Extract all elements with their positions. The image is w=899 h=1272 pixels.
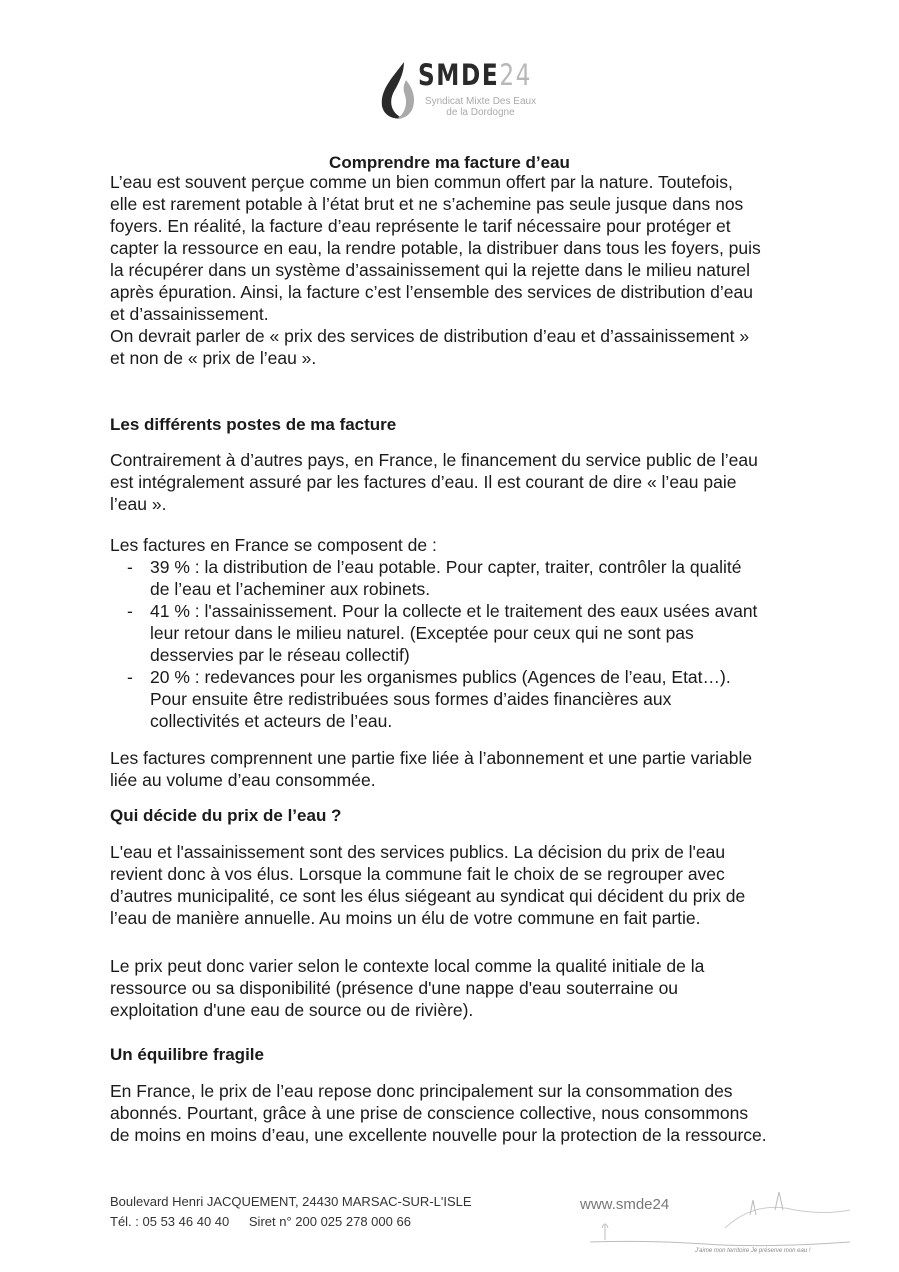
footer-contact [110, 1214, 411, 1229]
text-line: Le prix peut donc varier selon le contexte local comme la qualité initiale de la [110, 956, 705, 976]
paragraph [110, 841, 745, 929]
text-line: leur retour dans le milieu naturel. (Exceptée pour ceux qui ne sont pas [150, 623, 694, 643]
paragraph [110, 449, 758, 515]
list-item [110, 600, 757, 666]
text-line: d’autres municipalité, ce sont les élus siégeant au syndicat qui décident du prix de [110, 886, 746, 906]
paragraph [110, 171, 761, 369]
text-line: abonnés. Pourtant, grâce à une prise de conscience collective, nous consommons [110, 1103, 749, 1123]
text-line: revient donc à vos élus. Lorsque la commune fait le choix de se regrouper avec [110, 864, 725, 884]
bullet-dash: - [127, 601, 133, 621]
text-line: Pour ensuite être redistribuées sous formes d’aides financières aux [150, 689, 672, 709]
page-title: Comprendre ma facture d’eau [329, 153, 570, 172]
text-line: desservies par le réseau collectif) [150, 645, 410, 665]
footer-website: www.smde24 [580, 1196, 670, 1213]
logo-name: SMDE24 [418, 58, 533, 92]
text-line: On devrait parler de « prix des services de distribution d’eau et d’assainissement » [110, 326, 750, 346]
water-drop-icon [378, 60, 418, 122]
bullet-dash: - [127, 557, 133, 577]
paragraph [110, 534, 437, 556]
footer-slogan: J'aime mon territoire Je préserve mon eau ! [695, 1248, 811, 1254]
text-line: 20 % : redevances pour les organismes publics (Agences de l’eau, Etat…). [150, 667, 731, 687]
footer-phone: Tél. : 05 53 46 40 40 [110, 1214, 230, 1229]
text-line: foyers. En réalité, la facture d’eau représente le tarif nécessaire pour protéger et [110, 216, 731, 236]
bullet-dash: - [127, 667, 133, 687]
text-line: Qui décide du prix de l’eau ? [110, 806, 342, 825]
text-line: et d’assainissement. [110, 304, 269, 324]
text-line: Un équilibre fragile [110, 1045, 264, 1064]
text-line: de moins en moins d’eau, une excellente nouvelle pour la protection de la ressource. [110, 1125, 767, 1145]
text-line: l’eau de manière annuelle. Au moins un élu de votre commune en fait partie. [110, 908, 701, 928]
text-line: Les factures en France se composent de : [110, 535, 437, 555]
text-line: l’eau ». [110, 494, 167, 514]
text-line: collectivités et acteurs de l’eau. [150, 711, 393, 731]
text-line: la récupérer dans un système d’assainissement qui la rejette dans le milieu naturel [110, 260, 751, 280]
text-line: exploitation d'une eau de source ou de rivière). [110, 1000, 474, 1020]
text-line: Les factures comprennent une partie fixe liée à l’abonnement et une partie variable [110, 748, 753, 768]
text-line: elle est rarement potable à l’état brut et ne s’achemine pas seule jusque dans nos [110, 194, 744, 214]
text-line: Les différents postes de ma facture [110, 415, 397, 434]
smde24-logo [378, 56, 548, 126]
text-line: 39 % : la distribution de l’eau potable. Pour capter, traiter, contrôler la qualité [150, 557, 742, 577]
footer-siret: Siret n° 200 025 278 000 66 [248, 1214, 411, 1229]
text-line: 41 % : l'assainissement. Pour la collecte et le traitement des eaux usées avant [150, 601, 758, 621]
text-line: est intégralement assuré par les factures d’eau. Il est courant de dire « l’eau paie [110, 472, 737, 492]
text-line: ressource ou sa disponibilité (présence d'une nappe d'eau souterraine ou [110, 978, 679, 998]
paragraph [110, 1080, 767, 1146]
text-line: et non de « prix de l’eau ». [110, 348, 317, 368]
text-line: liée au volume d’eau consommée. [110, 770, 376, 790]
list-item [110, 556, 757, 600]
section-heading [110, 414, 396, 436]
paragraph [110, 747, 752, 791]
section-heading [110, 1044, 264, 1066]
text-line: capter la ressource en eau, la rendre potable, la distribuer dans tous les foyers, puis [110, 238, 761, 258]
landscape-drawing [585, 1170, 855, 1260]
paragraph [110, 955, 704, 1021]
text-line: de l’eau et l’acheminer aux robinets. [150, 579, 431, 599]
logo-subtitle: Syndicat Mixte Des Eaux de la Dordogne [424, 96, 537, 118]
text-line: après épuration. Ainsi, la facture c’est l’ensemble des services de distribution d’eau [110, 282, 753, 302]
text-line: En France, le prix de l’eau repose donc principalement sur la consommation des [110, 1081, 733, 1101]
list-item [110, 666, 757, 732]
section-heading [110, 805, 341, 827]
text-line: L’eau est souvent perçue comme un bien commun offert par la nature. Toutefois, [110, 172, 733, 192]
text-line: Contrairement à d’autres pays, en France, le financement du service public de l’eau [110, 450, 758, 470]
footer-address: Boulevard Henri JACQUEMENT, 24430 MARSAC-SUR-L'ISLE [110, 1194, 472, 1209]
text-line: L'eau et l'assainissement sont des services publics. La décision du prix de l'eau [110, 842, 726, 862]
bullet-list [110, 556, 757, 732]
